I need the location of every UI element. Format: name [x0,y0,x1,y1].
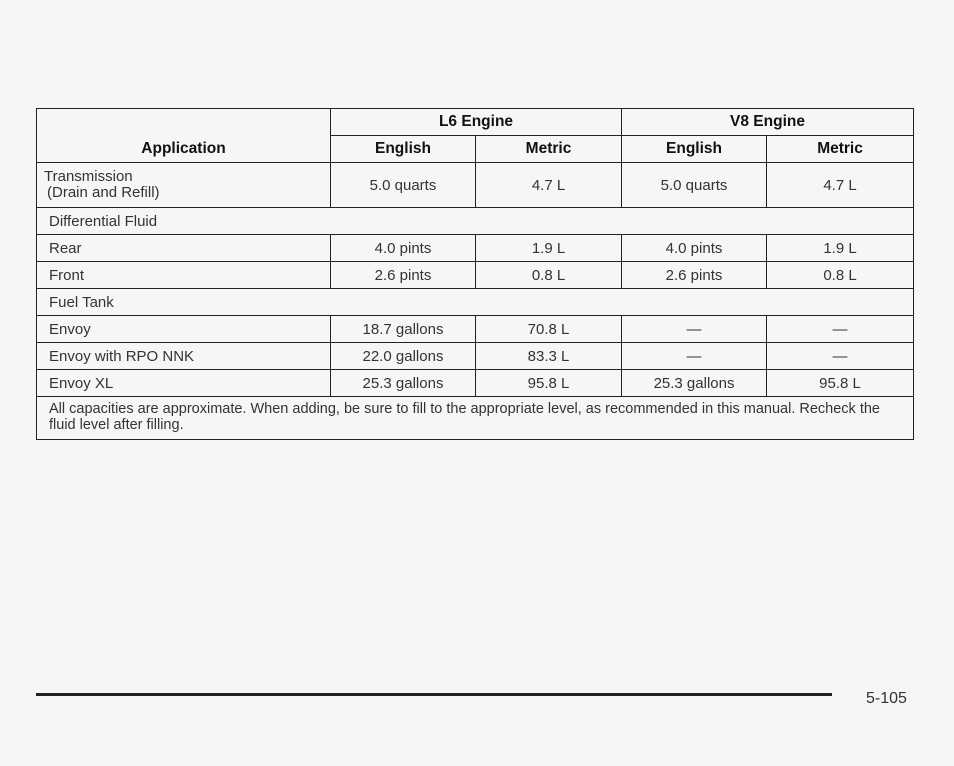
transmission-v8-english: 5.0 quarts [622,163,767,208]
envoy-l6-english: 18.7 gallons [331,316,476,343]
application-header: Application [37,109,331,163]
v8-english-header: English [622,136,767,163]
v8-engine-header: V8 Engine [622,109,914,136]
header-row-groups [37,109,914,136]
envoy-xl-v8-english: 25.3 gallons [622,370,767,397]
front-v8-metric: 0.8 L [767,262,914,289]
transmission-l6-english: 5.0 quarts [331,163,476,208]
capacities-table [36,108,914,440]
envoy-xl-v8-metric: 95.8 L [767,370,914,397]
section-label-fuel-tank: Fuel Tank [37,289,914,316]
rear-v8-english: 4.0 pints [622,235,767,262]
table-row-front [37,262,914,289]
l6-english-header: English [331,136,476,163]
footer-rule [36,693,832,696]
envoy-v8-english: — [622,316,767,343]
table-row-transmission [37,163,914,208]
table-row-envoy [37,316,914,343]
envoy-xl-l6-english: 25.3 gallons [331,370,476,397]
row-label-transmission [37,163,331,208]
front-l6-english: 2.6 pints [331,262,476,289]
section-label-differential: Differential Fluid [37,208,914,235]
table-row-fuel-section [37,289,914,316]
transmission-sublabel: (Drain and Refill) [47,184,160,201]
l6-engine-header: L6 Engine [331,109,622,136]
l6-metric-header: Metric [476,136,622,163]
envoy-nnk-l6-metric: 83.3 L [476,343,622,370]
transmission-v8-metric: 4.7 L [767,163,914,208]
row-label-front: Front [37,262,331,289]
rear-l6-metric: 1.9 L [476,235,622,262]
row-label-envoy-xl: Envoy XL [37,370,331,397]
rear-l6-english: 4.0 pints [331,235,476,262]
row-label-rear: Rear [37,235,331,262]
v8-metric-header: Metric [767,136,914,163]
envoy-xl-l6-metric: 95.8 L [476,370,622,397]
table-row-note [37,397,914,440]
front-l6-metric: 0.8 L [476,262,622,289]
table-row-differential-section [37,208,914,235]
transmission-label: Transmission [44,168,133,185]
envoy-l6-metric: 70.8 L [476,316,622,343]
transmission-l6-metric: 4.7 L [476,163,622,208]
row-label-envoy: Envoy [37,316,331,343]
table-row-rear [37,235,914,262]
envoy-v8-metric: — [767,316,914,343]
rear-v8-metric: 1.9 L [767,235,914,262]
envoy-nnk-l6-english: 22.0 gallons [331,343,476,370]
front-v8-english: 2.6 pints [622,262,767,289]
page-number: 5-105 [866,690,907,707]
table-row-envoy-nnk [37,343,914,370]
row-label-envoy-nnk: Envoy with RPO NNK [37,343,331,370]
envoy-nnk-v8-english: — [622,343,767,370]
capacity-note: All capacities are approximate. When adding, be sure to fill to the appropriate level, as recommended in this manual. Recheck the fluid level after filling. [37,397,914,440]
table-row-envoy-xl [37,370,914,397]
envoy-nnk-v8-metric: — [767,343,914,370]
